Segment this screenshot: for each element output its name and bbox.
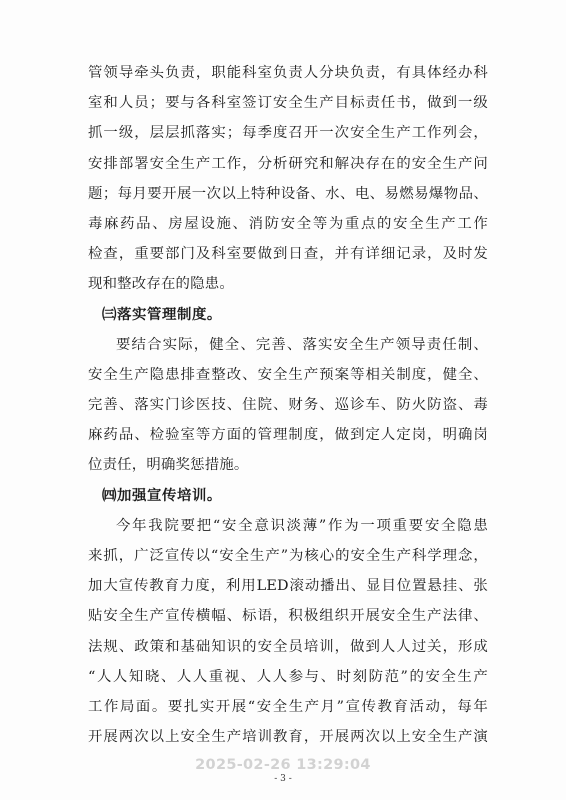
body-line: 抓一级，层层抓落实；每季度召开一次安全生产工作列会， [88, 125, 488, 142]
body-line: 室和人员；要与各科室签订安全生产目标责任书，做到一级 [88, 95, 488, 112]
body-line: 工作局面。要扎实开展“安全生产月”宣传教育活动，每年 [88, 698, 488, 715]
body-line: 位责任，明确奖惩措施。 [88, 457, 249, 474]
body-line: 来抓，广泛宣传以“安全生产”为核心的安全生产科学理念， [88, 548, 488, 564]
body-line: 管领导牵头负责，职能科室负责人分块负责，有具体经办科 [88, 65, 488, 81]
document-body [88, 58, 488, 752]
body-line: 现和整改存在的隐患。 [88, 276, 234, 293]
body-line: 毒麻药品、房屋设施、消防安全等为重点的安全生产工作 [88, 215, 488, 232]
section-heading: ㈣加强宣传培训。 [102, 487, 222, 504]
print-timestamp: 2025-02-26 13:29:04 [195, 757, 371, 773]
section-heading: ㈢落实管理制度。 [102, 306, 222, 323]
body-line: 要结合实际，健全、完善、落实安全生产领导责任制、 [116, 336, 488, 353]
body-line: 题；每月要开展一次以上特种设备、水、电、易燃易爆物品、 [88, 185, 488, 202]
body-line: 完善、落实门诊医技、住院、财务、巡诊车、防火防盗、毒 [88, 397, 488, 414]
page-number: - 3 - [274, 774, 292, 784]
body-line: 麻药品、检验室等方面的管理制度，做到定人定岗，明确岗 [88, 427, 488, 444]
body-line: 加大宣传教育力度，利用LED滚动播出、显目位置悬挂、张 [88, 578, 488, 595]
body-line: 安全生产隐患排查整改、安全生产预案等相关制度，健全、 [88, 366, 488, 383]
body-line: 法规、政策和基础知识的安全员培训，做到人人过关，形成 [88, 638, 488, 655]
body-line: 今年我院要把“安全意识淡薄”作为一项重要安全隐患 [116, 517, 488, 534]
body-line: 开展两次以上安全生产培训教育，开展两次以上安全生产演 [88, 729, 488, 746]
body-line: 贴安全生产宣传横幅、标语，积极组织开展安全生产法律、 [88, 608, 488, 625]
body-line: 安排部署安全生产工作，分析研究和解决存在的安全生产问 [88, 155, 488, 172]
body-line: 检查，重要部门及科室要做到日查，并有详细记录，及时发 [88, 246, 488, 263]
body-line: “人人知晓、人人重视、人人参与、时刻防范”的安全生产 [88, 668, 488, 685]
